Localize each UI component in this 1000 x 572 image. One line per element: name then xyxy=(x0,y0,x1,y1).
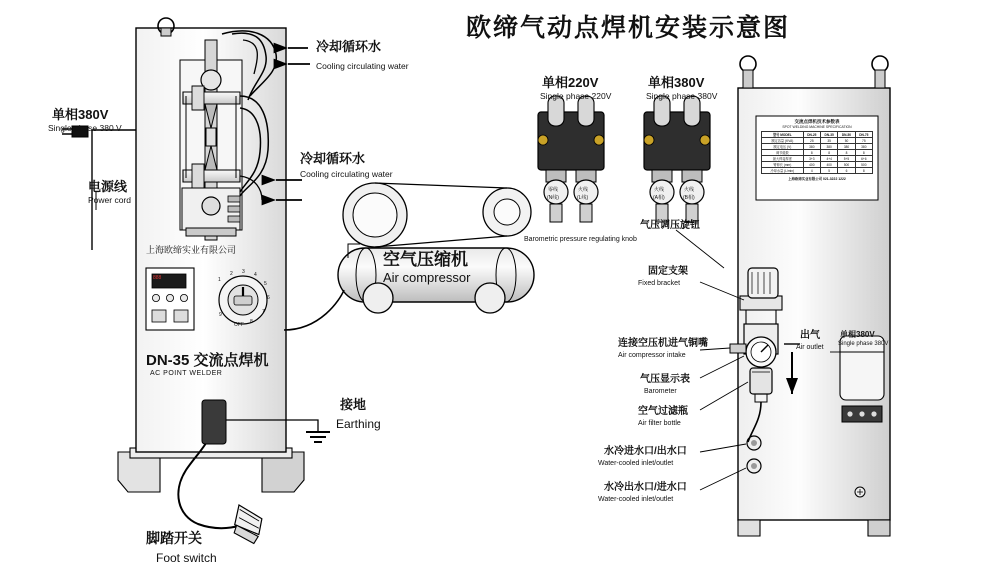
label-earthing-en: Earthing xyxy=(336,417,381,431)
label-air-filter-en: Air filter bottle xyxy=(638,420,681,427)
label-foot-switch-cn: 脚踏开关 xyxy=(146,530,202,546)
dial-tick-9: 9 xyxy=(219,312,222,318)
label-single-220-cn: 单相220V xyxy=(542,75,599,90)
dial-tick-2: 2 xyxy=(230,271,233,277)
label-single-220-en: Single phase 220V xyxy=(540,91,612,101)
label-single-380-cn: 单相380V xyxy=(648,75,705,90)
label-air-outlet-en: Air outlet xyxy=(796,344,824,351)
plug-220v xyxy=(538,96,604,222)
page-title: 欧缔气动点焊机安装示意图 xyxy=(466,14,791,42)
label-right-power-cn: 单相380V xyxy=(840,330,875,339)
label-water-inlet-en: Water-cooled inlet/outlet xyxy=(598,460,674,467)
label-cooling-top-cn: 冷却循环水 xyxy=(316,39,382,54)
plug220-n-en: (N线) xyxy=(547,195,559,201)
dial-tick-7: 7 xyxy=(262,309,265,315)
plug380-a-cn: 火线 xyxy=(654,187,665,193)
nameplate-header: 交流点焊机技术参数表 xyxy=(794,119,840,124)
nameplate xyxy=(757,117,877,199)
plug380-b-cn: 火线 xyxy=(684,187,695,193)
plug380-a-en: (A相) xyxy=(653,195,665,201)
label-cooling-mid-en: Cooling circulating water xyxy=(300,169,393,179)
dial-tick-6: 6 xyxy=(267,295,270,301)
plug380-b-en: (B相) xyxy=(683,195,695,201)
dial-tick-1: 1 xyxy=(218,277,221,283)
label-air-filter-cn: 空气过滤瓶 xyxy=(638,406,688,417)
label-power-cord-cn: 电源线 xyxy=(88,179,128,194)
label-air-compressor-cn: 空气压缩机 xyxy=(383,250,468,269)
label-cooling-mid-cn: 冷却循环水 xyxy=(300,151,366,166)
plug-380v xyxy=(644,96,710,222)
earth-symbol xyxy=(306,432,330,442)
label-baro-knob-en: Barometric pressure regulating knob xyxy=(524,236,637,243)
label-compressor-intake-en: Air compressor intake xyxy=(618,352,686,359)
company-name: 上海欧缔实业有限公司 xyxy=(146,245,237,255)
machine-model-cn: DN-35 交流点焊机 xyxy=(146,352,269,369)
dial-tick-4: 4 xyxy=(254,272,257,278)
label-fixed-bracket-en: Fixed bracket xyxy=(638,280,681,287)
label-water-outlet-cn: 水冷出水口/进水口 xyxy=(604,482,687,493)
label-compressor-intake-cn: 连接空压机进气铜嘴 xyxy=(618,338,708,349)
label-barometer-en: Barometer xyxy=(644,388,677,395)
label-water-inlet-cn: 水冷进水口/出水口 xyxy=(604,446,687,457)
label-earthing-cn: 接地 xyxy=(340,397,367,412)
label-water-outlet-en: Water-cooled inlet/outlet xyxy=(598,496,674,503)
label-single-380-en: Single phase 380V xyxy=(646,91,718,101)
dial-tick-8: 8 xyxy=(250,319,253,325)
dial-tick-3: 3 xyxy=(242,269,245,275)
label-right-power-en: Single phase 380V xyxy=(838,341,889,347)
plug220-l-cn: 火线 xyxy=(578,187,589,193)
plug220-n-cn: 零线 xyxy=(548,187,559,193)
label-air-compressor-en: Air compressor xyxy=(383,270,471,285)
label-cooling-top-en: Cooling circulating water xyxy=(316,61,409,71)
nameplate-table: 型号 MODEL DN-25 DN-35 DN-50 DN-75 额定容量 (KVA) 25 35 50 75 额定电压 (V) 380 380 380 380 调节级数 8 8 8 8 最大焊接厚度 3+3 4+4 5+5 6+6 臂伸长 (mm) 400 400 500 500 冷却水量 (L/min) 4 5 6 8 xyxy=(761,131,873,174)
label-baro-knob-cn: 气压调压旋钮 xyxy=(640,220,700,231)
label-power-cord-en: Power cord xyxy=(88,195,131,205)
nameplate-footer: 上海欧缔实业有限公司 021-3222 1222 xyxy=(788,177,846,181)
machine-model-en: AC POINT WELDER xyxy=(150,370,223,377)
label-power-supply-cn: 单相380V xyxy=(52,107,109,122)
dial-tick-5: 5 xyxy=(264,281,267,287)
panel-display: 888 xyxy=(153,275,162,281)
dial-off-label: OFF xyxy=(234,322,244,328)
label-air-outlet-cn: 出气 xyxy=(800,330,820,341)
label-fixed-bracket-cn: 固定支架 xyxy=(648,266,688,277)
welder-machine xyxy=(62,18,304,544)
label-barometer-cn: 气压显示表 xyxy=(640,374,690,385)
plug220-l-en: (L线) xyxy=(577,195,589,201)
label-power-supply-en: Single phase 380 V xyxy=(48,123,122,133)
label-foot-switch-en: Foot switch xyxy=(156,551,217,565)
nameplate-sub: SPOT WELDING MACHINE SPECIFICATION xyxy=(782,125,852,129)
